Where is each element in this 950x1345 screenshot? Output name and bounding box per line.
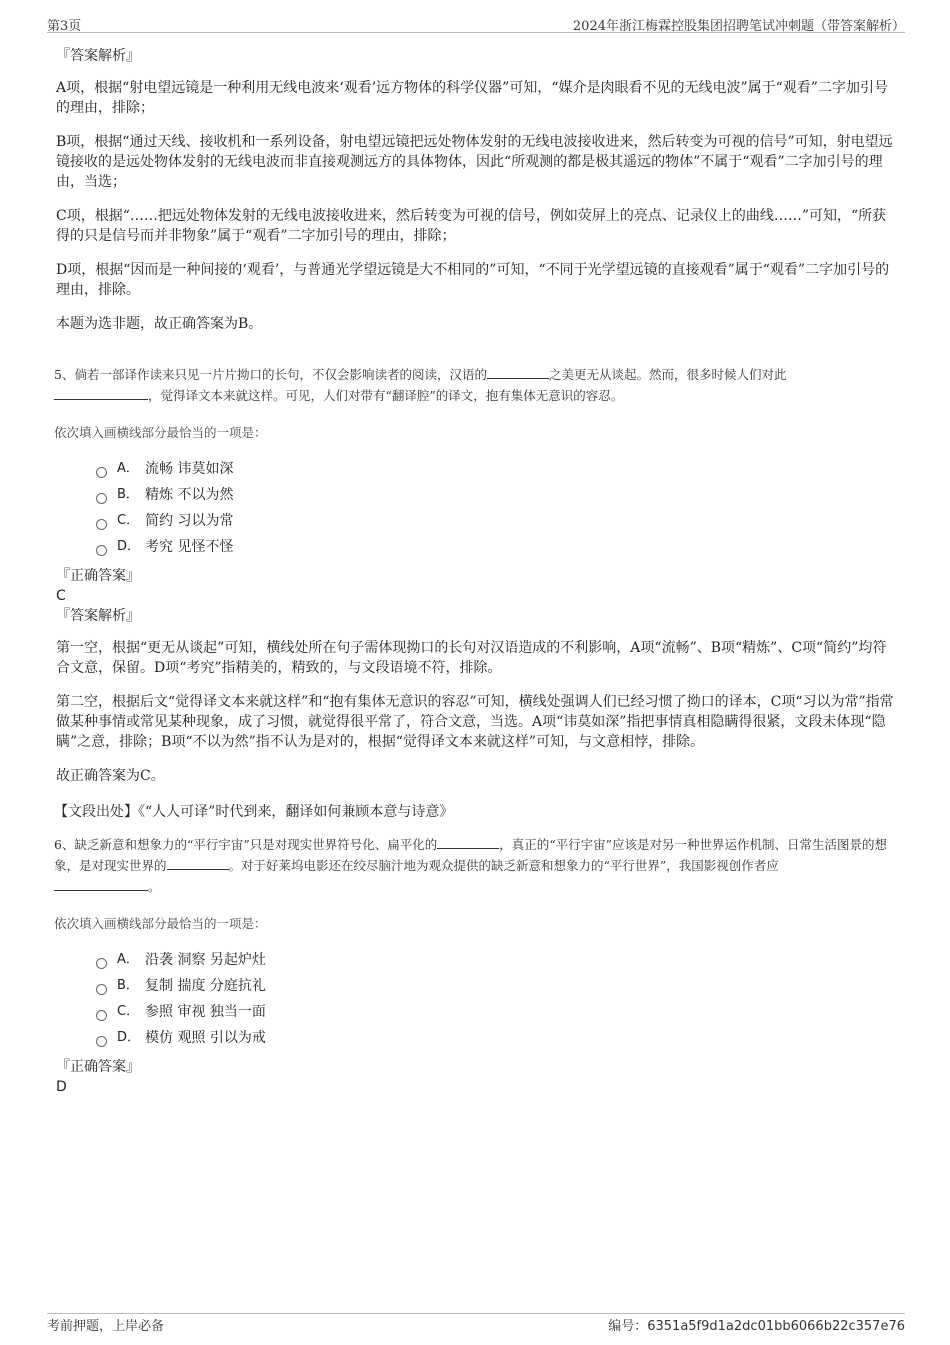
blank-2: [54, 385, 148, 400]
radio-icon[interactable]: [96, 545, 107, 556]
analysis-conclusion: 本题为选非题，故正确答案为B。: [56, 316, 263, 332]
question-6-options: [96, 947, 896, 1051]
question-5-prompt: 依次填入画横线部分最恰当的一项是：: [54, 425, 267, 440]
footer-slogan: 考前押题，上岸必备: [47, 1319, 165, 1334]
option-a[interactable]: A． 流畅 讳莫如深: [96, 456, 896, 482]
document-serial: 编号：6351a5f9d1a2dc01bb6066b22c357e76: [608, 1319, 905, 1334]
radio-icon[interactable]: [96, 519, 107, 530]
correct-answer-tag: 『正确答案』: [56, 1059, 140, 1075]
analysis-paragraph-c: C项，根据“……把远处物体发射的无线电波接收进来，然后转变为可视的信号，例如荧屏上的亮点、记录仪上的曲线……”可知，“所获得的只是信号而并非物象”属于“观看”二字加引号的理由，排除；: [56, 208, 887, 244]
option-b[interactable]: B． 精炼 不以为然: [96, 482, 896, 508]
page-content: [56, 46, 896, 1097]
page-number: 第3页: [47, 19, 82, 34]
analysis-paragraph-d: D项，根据“因而是一种间接的‘观看’，与普通光学望远镜是大不相同的”可知，“不同于光学望远镜的直接观看”属于“观看”二字加引号的理由，排除。: [56, 262, 890, 298]
analysis-paragraph-b: B项，根据“通过天线、接收机和一系列设备，射电望远镜把远处物体发射的无线电波接收进来，然后转变为可视的信号”可知，射电望远镜接收的是远处物体发射的无线电波而非直接观测远方的具体物体，因此“所观测的都是极其遥远的物体”不属于“观看”二字加引号的理由，当选；: [56, 134, 893, 190]
option-d[interactable]: D． 考究 见怪不怪: [96, 534, 896, 560]
radio-icon[interactable]: [96, 984, 107, 995]
correct-answer: D: [56, 1079, 67, 1095]
option-c[interactable]: C． 参照 审视 独当一面: [96, 999, 896, 1025]
radio-icon[interactable]: [96, 493, 107, 504]
answer-analysis-tag: 『答案解析』: [56, 48, 140, 64]
option-c[interactable]: C． 简约 习以为常: [96, 508, 896, 534]
page-footer: [47, 1313, 905, 1340]
analysis-paragraph-a: A项，根据“射电望远镜是一种利用无线电波来‘观看’远方物体的科学仪器”可知，“媒介是肉眼看不见的无线电波”属于“观看”二字加引号的理由，排除；: [56, 80, 888, 116]
question-6-prompt: 依次填入画横线部分最恰当的一项是：: [54, 916, 267, 931]
analysis-paragraph-2: 第二空，根据后文“觉得译文本来就这样”和“抱有集体无意识的容忍”可知，横线处强调人们已经习惯了拗口的译本，C项“习以为常”指常做某种事情或常见某种现象，成了习惯，就觉得很平常了，符合文意，当选。A项“讳莫如深”指把事情真相隐瞒得很紧，文段未体现“隐瞒”之意，排除；B项“不以为然”指不认为是对的，根据“觉得译文本来就这样”可知，与文意相悖，排除。: [56, 694, 894, 750]
blank-1: [487, 364, 549, 379]
option-a[interactable]: A． 沿袭 洞察 另起炉灶: [96, 947, 896, 973]
question-5-options: [96, 456, 896, 560]
question-5: [56, 364, 896, 822]
radio-icon[interactable]: [96, 1010, 107, 1021]
analysis-conclusion: 故正确答案为C。: [56, 768, 165, 784]
answer-analysis-tag: 『答案解析』: [56, 608, 140, 624]
blank-1: [437, 834, 499, 849]
q4-analysis-section: [56, 46, 896, 334]
blank-3: [54, 876, 148, 891]
question-5-stem: 5、倘若一部译作读来只见一片片拗口的长句，不仅会影响读者的阅读，汉语的 之美更无从谈起。然而，很多时候人们对此 ，觉得译文本来就这样。可见，人们对带有“翻译腔”的译文，抱有集体无意识的容忍。: [54, 364, 896, 406]
passage-source: 【文段出处】《“人人可译”时代到来，翻译如何兼顾本意与诗意》: [54, 804, 454, 820]
option-d[interactable]: D． 模仿 观照 引以为戒: [96, 1025, 896, 1051]
radio-icon[interactable]: [96, 1036, 107, 1047]
option-b[interactable]: B． 复制 揣度 分庭抗礼: [96, 973, 896, 999]
radio-icon[interactable]: [96, 958, 107, 969]
question-6-stem: 6、缺乏新意和想象力的“平行宇宙”只是对现实世界符号化、扁平化的 ，真正的“平行宇宙”应该是对另一种世界运作机制、日常生活图景的想象，是对现实世界的 。对于好莱坞电影还在绞尽脑汁地为观众提供的缺乏新意和想象力的“平行世界”，我国影视创作者应 。: [54, 834, 896, 897]
page-header: [47, 12, 905, 33]
blank-2: [167, 855, 229, 870]
document-title: 2024年浙江梅霖控股集团招聘笔试冲刺题（带答案解析）: [572, 19, 905, 34]
correct-answer: C: [56, 588, 66, 604]
correct-answer-tag: 『正确答案』: [56, 568, 140, 584]
radio-icon[interactable]: [96, 467, 107, 478]
analysis-paragraph-1: 第一空，根据“更无从谈起”可知，横线处所在句子需体现拗口的长句对汉语造成的不利影响，A项“流畅”、B项“精炼”、C项“简约”均符合文意，保留。D项“考究”指精美的，精致的，与文段语境不符，排除。: [56, 640, 887, 676]
question-6: [56, 834, 896, 1097]
